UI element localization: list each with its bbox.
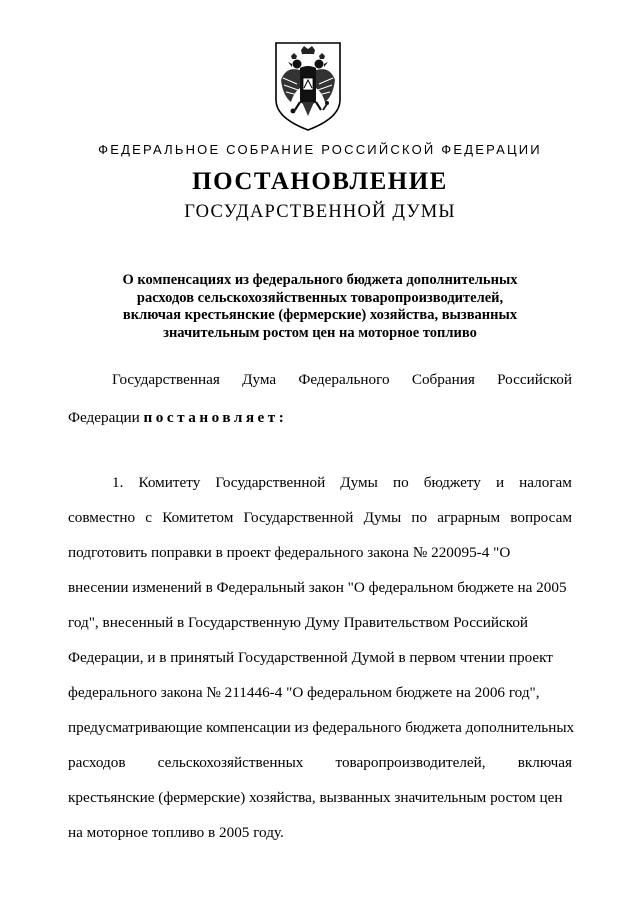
preamble-word: Российской — [497, 371, 572, 388]
item-word: Комитетом — [162, 509, 234, 526]
item-1-line-9 — [68, 754, 572, 772]
item-word: с — [145, 509, 153, 526]
item-1-line-8: предусматривающие компенсации из федерального бюджета дополнительных — [68, 719, 575, 736]
item-word: включая — [517, 754, 572, 771]
preamble-prefix: Федерации — [68, 409, 140, 426]
item-word: совместно — [68, 509, 136, 526]
item-word: по — [392, 474, 409, 491]
item-word: расходов — [68, 754, 126, 771]
item-word: Комитету — [138, 474, 201, 491]
subject-line: О компенсациях из федерального бюджета дополнительных — [122, 272, 518, 288]
item-word: налогам — [519, 474, 572, 491]
issuer-name: ГОСУДАРСТВЕННОЙ ДУМЫ — [184, 202, 456, 222]
item-word: Думы — [340, 474, 378, 491]
document-type-title: ПОСТАНОВЛЕНИЕ — [192, 168, 448, 195]
item-word: 1. — [112, 474, 124, 491]
subject-line: значительным ростом цен на моторное топливо — [163, 324, 477, 341]
item-1-line-4: внесении изменений в Федеральный закон "О федеральном бюджете на 2005 — [68, 579, 567, 596]
item-1-line-11: на моторное топливо в 2005 году. — [68, 824, 284, 841]
parliament-name: ФЕДЕРАЛЬНОЕ СОБРАНИЕ РОССИЙСКОЙ ФЕДЕРАЦИИ — [98, 142, 542, 157]
resolution-verb: постановляет: — [143, 409, 288, 426]
item-1-line-6: Федерации, и в принятый Государственной Думой в первом чтении проект — [68, 649, 553, 666]
preamble-word: Собрания — [411, 371, 475, 388]
item-1-line-3: подготовить поправки в проект федерального закона № 220095-4 "О — [68, 544, 511, 561]
subject-line: расходов сельскохозяйственных товаропроизводителей, — [136, 289, 504, 306]
preamble-line-2 — [68, 409, 572, 427]
preamble-word: Федерального — [298, 371, 390, 388]
item-1-line-2 — [68, 509, 572, 527]
preamble-word: Дума — [242, 371, 277, 388]
item-1-line-7: федерального закона № 211446-4 "О федеральном бюджете на 2006 год", — [68, 684, 540, 701]
document-subject — [60, 272, 580, 342]
item-word: вопросам — [510, 509, 572, 526]
item-word: сельскохозяйственных — [157, 754, 304, 771]
coat-of-arms-icon — [273, 40, 343, 132]
item-word: Государственной — [243, 509, 354, 526]
item-word: и — [495, 474, 505, 491]
item-word: аграрным — [437, 509, 501, 526]
preamble-line-1 — [112, 371, 572, 389]
item-word: по — [411, 509, 428, 526]
item-1-line-5: год", внесенный в Государственную Думу Правительством Российской — [68, 614, 529, 631]
item-word: бюджету — [423, 474, 481, 491]
item-1-line-10: крестьянские (фермерские) хозяйства, вызванных значительным ростом цен — [68, 789, 563, 806]
preamble-word: Государственная — [112, 371, 220, 388]
subject-line: включая крестьянские (фермерские) хозяйства, вызванных — [122, 307, 518, 323]
item-1-line-1 — [112, 474, 572, 492]
item-word: товаропроизводителей, — [335, 754, 486, 771]
item-word: Государственной — [215, 474, 326, 491]
item-word: Думы — [363, 509, 402, 526]
